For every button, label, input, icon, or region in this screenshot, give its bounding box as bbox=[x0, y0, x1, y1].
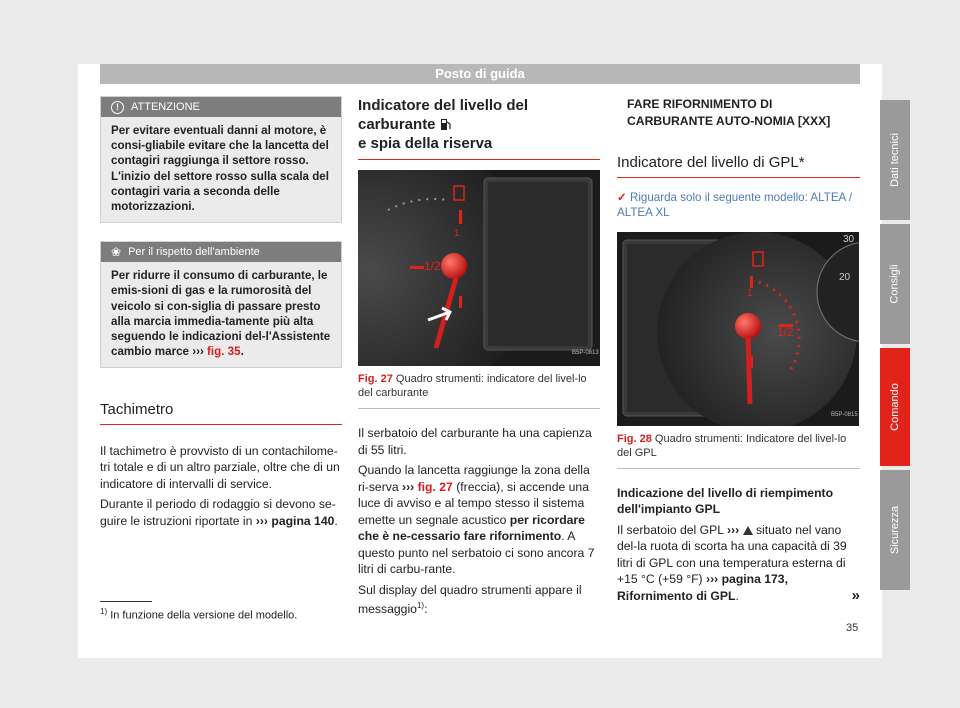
figure-27 bbox=[358, 170, 600, 366]
fuel-heading-line2: e spia della riserva bbox=[358, 135, 493, 152]
model-note bbox=[617, 190, 860, 220]
figure-28-caption bbox=[617, 432, 860, 469]
tachimetro-p2 bbox=[100, 496, 342, 529]
circle-exclamation-icon: ! bbox=[111, 101, 124, 114]
gpl-p1 bbox=[617, 522, 860, 605]
column-2 bbox=[358, 96, 600, 622]
fuel-p2-bold: per ricordare che è ne-cessario fare rifornimento bbox=[358, 512, 585, 543]
tab-label: Consigli bbox=[889, 264, 902, 304]
arrows-glyph: ››› bbox=[706, 572, 719, 586]
figure-code: B5P-0813 bbox=[572, 350, 599, 356]
environment-text bbox=[101, 262, 341, 367]
figure-28-label: Fig. 28 bbox=[617, 432, 652, 445]
environment-header bbox=[101, 242, 341, 262]
tab-comando[interactable] bbox=[880, 348, 910, 466]
pagina-140-link[interactable]: pagina 140 bbox=[271, 513, 335, 528]
fuel-heading-line1: Indicatore del livello del carburante bbox=[358, 97, 529, 133]
tachimetro-p1: Il tachimetro è provvisto di un contachilome-tri totale e di un altro parziale, oltre che di un indicatore di intervalli di service. bbox=[100, 443, 340, 491]
continue-arrow-icon: » bbox=[851, 586, 860, 604]
figure-27-label: Fig. 27 bbox=[358, 373, 393, 385]
footnote-mark: 1) bbox=[100, 607, 108, 616]
tab-label: Dati tecnici bbox=[889, 133, 902, 187]
tab-label: Comando bbox=[889, 383, 902, 431]
arrows-glyph: ››› bbox=[192, 345, 204, 359]
sentence-end: . bbox=[735, 588, 739, 603]
gpl-heading: Indicatore del livello di GPL* bbox=[617, 155, 860, 178]
flower-icon: ❀ bbox=[111, 245, 122, 260]
tachimetro-heading: Tachimetro bbox=[100, 402, 342, 425]
checkmark-icon: ✓ bbox=[617, 190, 627, 204]
fuel-gauge-illustration bbox=[358, 170, 600, 366]
arrows-glyph: ››› bbox=[402, 479, 415, 494]
pagina-173-link[interactable]: pagina 173, Rifornimento di GPL bbox=[617, 572, 788, 603]
tachimetro-p2-text: Durante il periodo di rodaggio si devono se-guire le istruzioni riportate in bbox=[100, 497, 336, 528]
gpl-p1b: situato nel vano del-la ruota di scorta ha una capacità di 39 litri di GPL con una temperatura esterna di +15 °C (+59 °F) bbox=[617, 522, 847, 586]
gpl-p1a: Il serbatoio del GPL bbox=[617, 522, 724, 537]
warning-text: Per evitare eventuali danni al motore, è consi-gliabile evitare che la lancetta del contagiri raggiunga il settore rosso. L'inizio del settore rosso sulla scala del contagiri varia a seconda delle motorizzazioni. bbox=[111, 124, 329, 214]
figure-code: B5P-0815 bbox=[831, 411, 858, 418]
arrows-glyph: ››› bbox=[255, 513, 268, 528]
figure-27-caption-text: Quadro strumenti: indicatore del livel-lo del carburante bbox=[358, 373, 587, 399]
warning-title: ATTENZIONE bbox=[131, 101, 200, 113]
fig-35-link[interactable]: fig. 35 bbox=[207, 345, 241, 359]
tick-1: 1 bbox=[747, 287, 753, 299]
fuel-p2 bbox=[358, 462, 600, 578]
fuel-p3-text: Sul display del quadro strumenti appare il messaggio bbox=[358, 582, 582, 617]
colon: : bbox=[424, 602, 428, 617]
environment-title: Per il rispetto dell'ambiente bbox=[128, 246, 260, 259]
footnote bbox=[100, 607, 297, 622]
figure-28 bbox=[617, 232, 859, 426]
tab-sicurezza[interactable] bbox=[880, 470, 910, 590]
tick-20: 20 bbox=[839, 271, 851, 283]
arrows-glyph: ››› bbox=[726, 522, 740, 537]
environment-box bbox=[100, 241, 342, 368]
column-1 bbox=[100, 96, 342, 533]
sentence-end: . bbox=[334, 513, 338, 528]
tick-1: 1 bbox=[454, 228, 460, 239]
gpl-gauge-illustration bbox=[617, 232, 859, 426]
page-header: Posto di guida bbox=[100, 64, 860, 84]
tab-dati-tecnici[interactable] bbox=[880, 100, 910, 220]
sentence-end: . bbox=[240, 345, 244, 359]
footnote-text: In funzione della versione del modello. bbox=[110, 609, 298, 622]
footnote-ref: 1) bbox=[416, 601, 425, 610]
display-message: FARE RIFORNIMENTO DI CARBURANTE AUTO-NOMIA [XXX] bbox=[627, 97, 831, 128]
environment-body: Per ridurre il consumo di carburante, le emis-sioni di gas e la rumorosità del veicolo si con-siglia di passare presto alla marcia immedia-tamente più alta seguendo le indicazioni del-l'Assistente cambio marce bbox=[111, 269, 331, 359]
warning-triangle-icon bbox=[743, 526, 753, 535]
warning-header bbox=[101, 97, 341, 117]
tick-half: 1/2 bbox=[424, 259, 441, 273]
tick-half: 1/2 bbox=[777, 324, 794, 339]
fuel-p2c: . A questo punto nel serbatoio ci sono ancora 7 litri di carbu-rante. bbox=[358, 529, 595, 576]
fuel-pump-icon bbox=[440, 117, 452, 131]
fuel-heading bbox=[358, 96, 600, 160]
gpl-subheading: Indicazione del livello di riempimento dell'impianto GPL bbox=[617, 485, 834, 516]
tab-label: Sicurezza bbox=[889, 505, 902, 555]
tab-consigli[interactable] bbox=[880, 224, 910, 344]
warning-box bbox=[100, 96, 342, 223]
fuel-p2a: Quando la lancetta raggiunge la zona della ri-serva bbox=[358, 463, 590, 494]
model-note-text: Riguarda solo il seguente modello: ALTEA / ALTEA XL bbox=[617, 190, 853, 219]
fig-27-link[interactable]: fig. 27 bbox=[417, 479, 453, 494]
footnote-divider bbox=[100, 601, 152, 602]
fuel-p3 bbox=[358, 582, 600, 618]
page-number: 35 bbox=[846, 622, 859, 634]
tick-30: 30 bbox=[843, 233, 855, 245]
fuel-p2b: (freccia), si accende una luce di avviso e al tempo stesso il sistema emette un segnale acustico bbox=[358, 479, 589, 527]
figure-28-caption-text: Quadro strumenti: Indicatore del livel-lo del GPL bbox=[617, 432, 847, 459]
figure-27-caption bbox=[358, 372, 600, 409]
column-3 bbox=[617, 96, 860, 608]
fuel-p1: Il serbatoio del carburante ha una capienza di 55 litri. bbox=[358, 426, 592, 457]
